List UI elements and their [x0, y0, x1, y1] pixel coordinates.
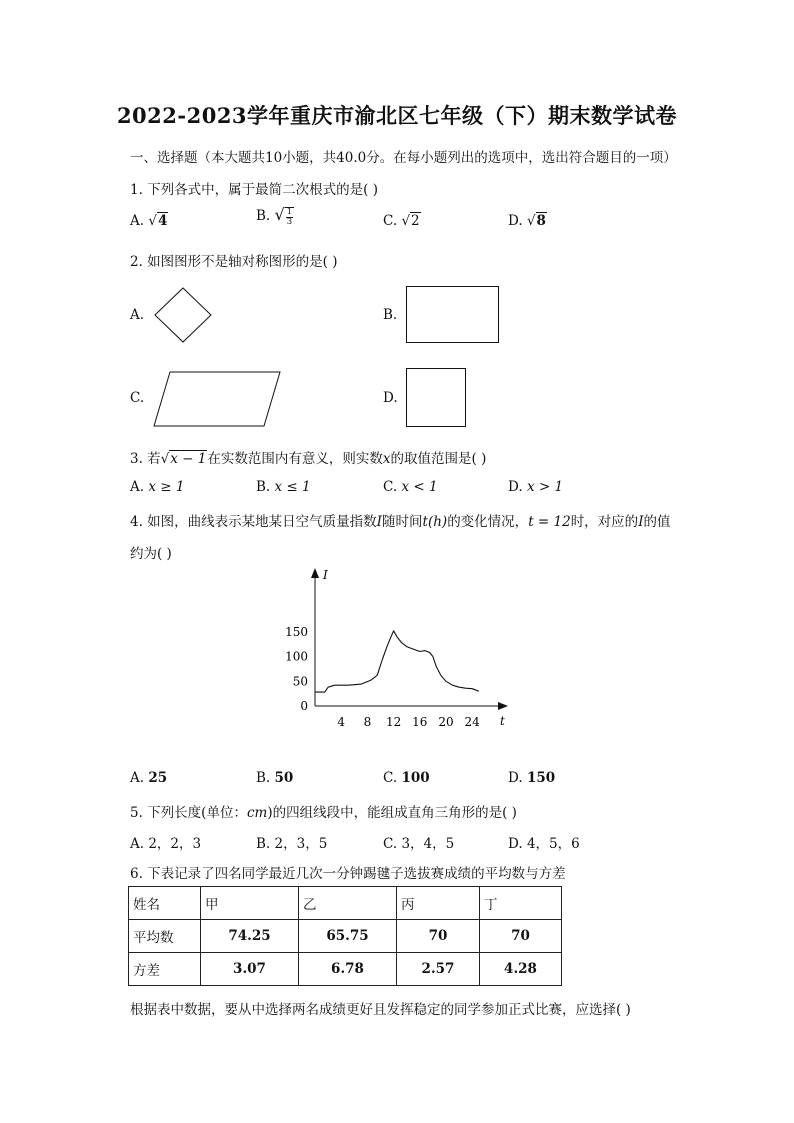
radicand: 8 [536, 213, 546, 229]
option-label: C. [383, 479, 398, 495]
rhombus-shape [150, 284, 216, 346]
option-label: A. [130, 213, 145, 229]
option-expr: x ≥ 1 [148, 479, 185, 495]
q3-option-a [130, 479, 184, 495]
square-shape [404, 366, 470, 430]
denominator: 3 [286, 216, 293, 227]
radicand: 2 [411, 213, 420, 229]
table-cell: 65.75 [299, 920, 397, 953]
option-label: A. [130, 836, 145, 852]
option-label: A. [130, 479, 145, 495]
q6-follow: 根据表中数据，要从中选择两名成绩更好且发挥稳定的同学参加正式比赛，应选择( ) [130, 1002, 631, 1018]
q4-option-a [130, 770, 167, 786]
q4-option-d [508, 770, 555, 786]
option-label: A. [130, 770, 145, 786]
parallelogram-shape [150, 368, 284, 430]
unit-cm: cm [246, 805, 268, 821]
q2-option-b-label: B. [383, 307, 398, 323]
table-header-row [129, 887, 562, 920]
option-value: 100 [401, 770, 430, 786]
q3-stem-end: 的取值范围是( ) [390, 451, 487, 467]
x-tick-label: 4 [337, 715, 346, 729]
var-t: t [422, 514, 428, 530]
option-label: D. [508, 479, 523, 495]
table-cell: 70 [480, 920, 562, 953]
x-axis-arrow [498, 702, 508, 710]
table-cell: 平均数 [129, 920, 201, 953]
q4-text-b: 随时间 [382, 514, 423, 530]
option-value: 25 [148, 770, 168, 786]
option-value: 4，5，6 [526, 836, 580, 852]
var-I: I [376, 514, 383, 530]
q2-option-c-label: C. [130, 390, 145, 406]
air-quality-line [315, 631, 479, 692]
q4-text-a: 4. 如图，曲线表示某地某日空气质量指数 [130, 514, 377, 530]
q3-stem-post: 在实数范围内有意义，则实数 [207, 451, 383, 467]
scores-table [128, 886, 562, 986]
q5-option-c [383, 832, 454, 852]
q1-option-c: C. √2 [383, 213, 420, 229]
q2-option-d-label: D. [383, 390, 398, 406]
q3-option-c [383, 479, 438, 495]
table-cell: 方差 [129, 953, 201, 986]
x-tick-label: 20 [438, 715, 454, 729]
table-cell: 4.28 [480, 953, 562, 986]
rectangle-shape [404, 284, 502, 346]
radicand: x − 1 [170, 451, 207, 467]
x-tick-label: 16 [412, 715, 428, 729]
table-header-cell: 丁 [480, 887, 562, 920]
q1-option-a: A. √4 [130, 213, 168, 229]
q6-stem: 6. 下表记录了四名同学最近几次一分钟踢毽子选拔赛成绩的平均数与方差 [130, 866, 566, 882]
table-row [129, 920, 562, 953]
q5-option-a [130, 832, 201, 852]
option-value: 150 [526, 770, 556, 786]
q3-option-b [256, 479, 311, 495]
q3-stem: 3. 若√x − 1在实数范围内有意义，则实数x的取值范围是( ) [130, 451, 487, 467]
option-expr: x ≤ 1 [274, 479, 311, 495]
option-label: C. [383, 836, 398, 852]
condition: t = 12 [528, 514, 571, 530]
air-quality-chart [280, 560, 520, 732]
section-header: 一、选择题（本大题共10小题，共40.0分。在每小题列出的选项中，选出符合题目的一项） [130, 150, 677, 166]
q3-option-d [508, 479, 563, 495]
y-tick-label: 0 [300, 699, 308, 713]
y-tick-label: 150 [285, 624, 308, 639]
option-value: 3，4，5 [401, 836, 455, 852]
table-cell: 3.07 [201, 953, 299, 986]
q1-option-d: D. √8 [508, 213, 546, 229]
q1-option-b: B. √ $\frac{1}{3}$ [256, 205, 293, 227]
option-label: C. [383, 213, 398, 229]
table-header-cell: 姓名 [129, 887, 201, 920]
q5-text-a: 5. 下列长度(单位： [130, 805, 247, 821]
option-value: 50 [274, 770, 294, 786]
table-header-cell: 乙 [299, 887, 397, 920]
q4-text-e: 的值 [643, 514, 671, 530]
option-expr: x < 1 [401, 479, 438, 495]
q4-stem-line1 [130, 510, 671, 530]
option-label: B. [256, 770, 271, 786]
var-x: x [382, 451, 391, 467]
table-header-cell: 甲 [201, 887, 299, 920]
y-tick-label: 100 [285, 649, 308, 664]
table-row [129, 953, 562, 986]
option-value: 2，2，3 [148, 836, 202, 852]
q1-stem: 1. 下列各式中，属于最简二次根式的是( ) [130, 182, 378, 198]
q5-stem [130, 801, 517, 821]
q5-text-b: )的四组线段中，能组成直角三角形的是( ) [267, 805, 517, 821]
x-tick-label: 12 [385, 715, 402, 729]
q2-stem: 2. 如图图形不是轴对称图形的是( ) [130, 254, 338, 270]
table-header-cell: 丙 [397, 887, 480, 920]
x-tick-label: 8 [363, 715, 372, 729]
q4-text-c: 的变化情况， [447, 514, 529, 530]
q4-text-d: 时，对应的 [570, 514, 639, 530]
option-label: B. [256, 836, 271, 852]
q5-option-b [256, 832, 327, 852]
option-label: B. [256, 479, 271, 495]
option-value: 2，3，5 [274, 836, 328, 852]
numerator: 1 [286, 207, 293, 217]
option-label: D. [508, 836, 523, 852]
q5-option-d [508, 832, 580, 852]
q4-option-b [256, 770, 293, 786]
x-tick-label: 24 [464, 715, 480, 729]
q4-option-c [383, 770, 430, 786]
option-label: B. [256, 208, 271, 224]
table-cell: 74.25 [201, 920, 299, 953]
y-axis-arrow [311, 568, 319, 578]
y-tick-label: 50 [292, 674, 308, 689]
radicand: 4 [157, 213, 168, 229]
q3-stem-pre: 3. 若 [130, 451, 161, 467]
option-label: C. [383, 770, 398, 786]
table-cell: 6.78 [299, 953, 397, 986]
option-expr: x > 1 [526, 479, 564, 495]
q2-option-a-label: A. [130, 307, 145, 323]
table-cell: 70 [397, 920, 480, 953]
q4-stem-line2: 约为( ) [130, 546, 172, 562]
unit-h: (h) [427, 514, 448, 530]
y-axis-label: I [323, 568, 328, 582]
option-label: D. [508, 770, 523, 786]
page-title: 2022-2023学年重庆市渝北区七年级（下）期末数学试卷 [116, 103, 678, 128]
option-label: D. [508, 213, 523, 229]
x-axis-label: t [500, 714, 505, 728]
table-cell: 2.57 [397, 953, 480, 986]
var-I: I [638, 514, 644, 530]
